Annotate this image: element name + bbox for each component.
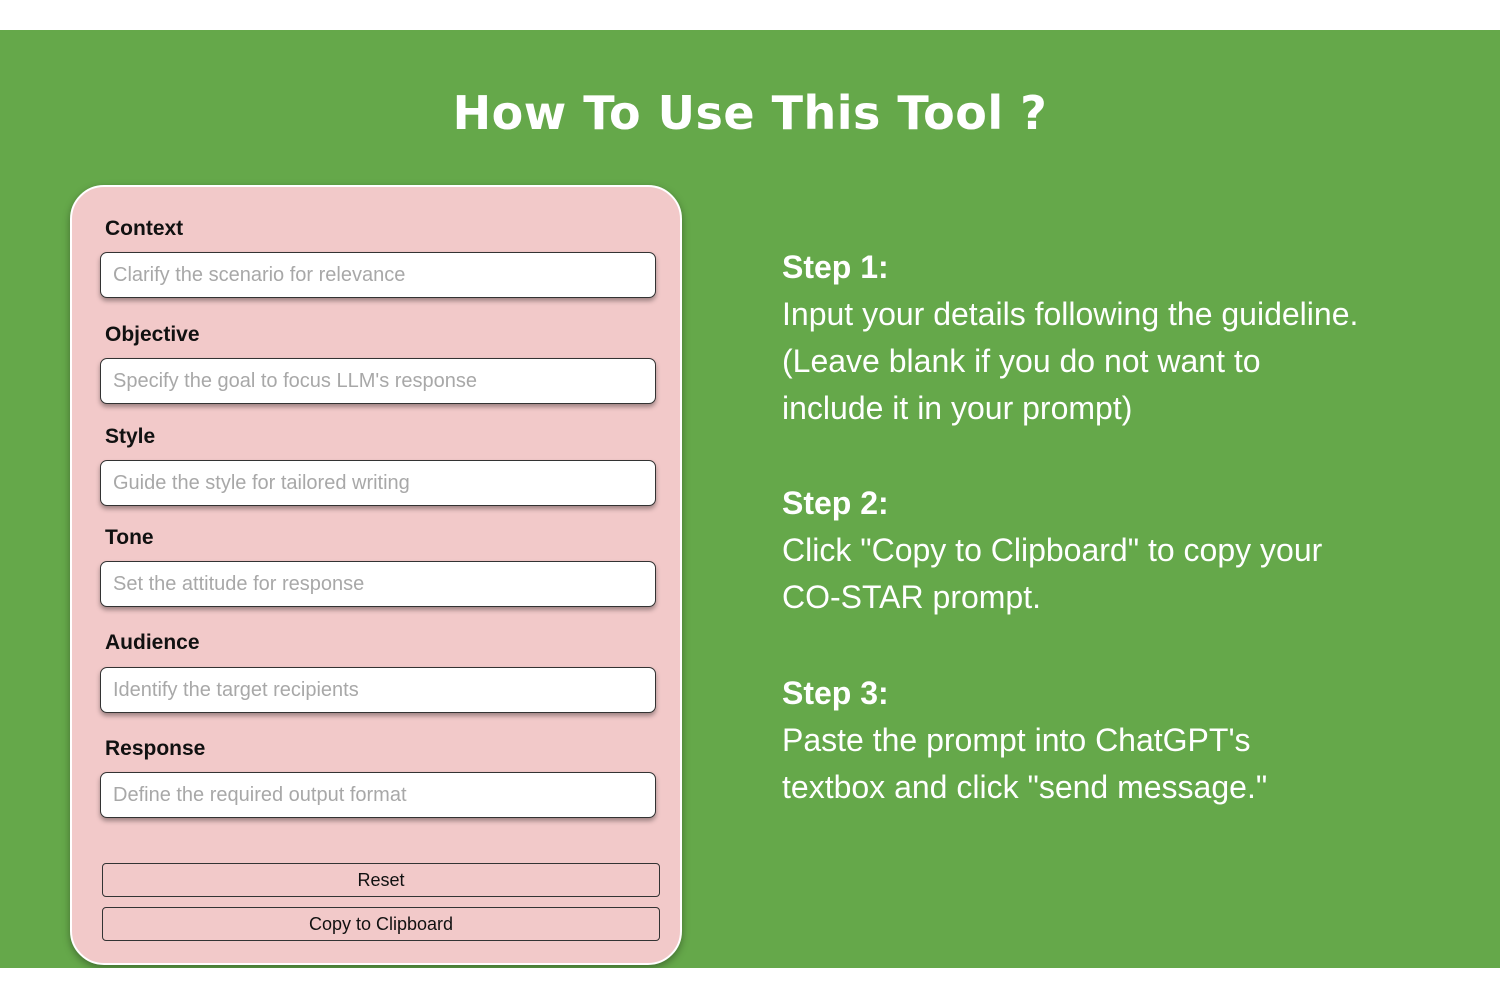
- step-heading: Step 2:: [782, 485, 889, 521]
- context-input[interactable]: [100, 252, 656, 298]
- step-text: Input your details following the guideline. (Leave blank if you do not want to include it in your prompt): [782, 296, 1359, 426]
- audience-label: Audience: [105, 631, 200, 654]
- response-input[interactable]: [100, 772, 656, 818]
- banner: [0, 30, 1500, 968]
- objective-input[interactable]: [100, 358, 656, 404]
- response-label: Response: [105, 737, 206, 760]
- audience-input[interactable]: [100, 667, 656, 713]
- step-2: [782, 480, 1462, 621]
- step-heading: Step 3:: [782, 675, 889, 711]
- tone-input[interactable]: [100, 561, 656, 607]
- tone-label: Tone: [105, 526, 154, 549]
- prompt-form-card: [70, 185, 682, 965]
- step-heading: Step 1:: [782, 249, 889, 285]
- objective-label: Objective: [105, 323, 200, 346]
- context-label: Context: [105, 217, 184, 240]
- style-label: Style: [105, 425, 156, 448]
- copy-to-clipboard-button[interactable]: Copy to Clipboard: [102, 907, 660, 941]
- page-title: How To Use This Tool ?: [452, 86, 1048, 140]
- step-text: Paste the prompt into ChatGPT's textbox and click "send message.": [782, 722, 1268, 805]
- style-input[interactable]: [100, 460, 656, 506]
- step-text: Click "Copy to Clipboard" to copy your CO-STAR prompt.: [782, 532, 1323, 615]
- reset-button[interactable]: Reset: [102, 863, 660, 897]
- step-1: [782, 244, 1462, 432]
- step-3: [782, 670, 1462, 811]
